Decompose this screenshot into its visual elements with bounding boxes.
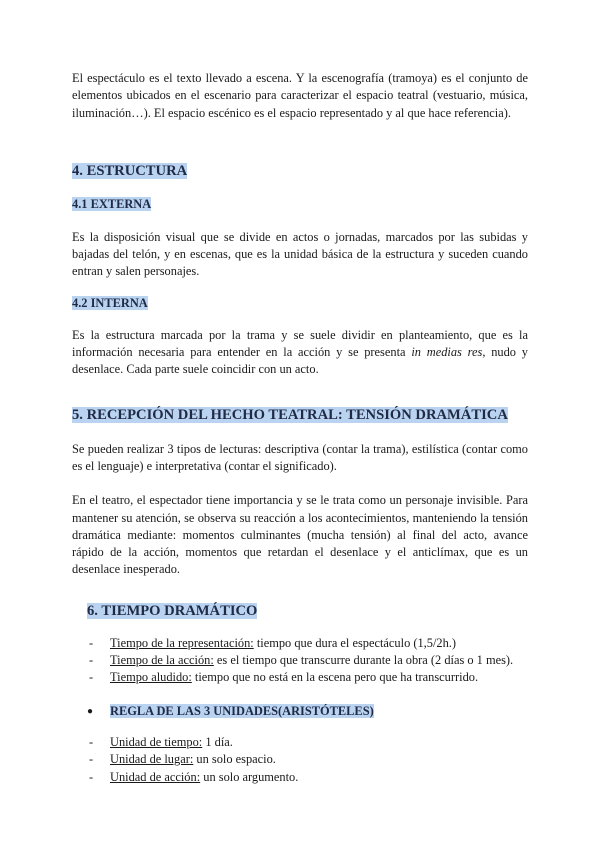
section-4-1-heading: 4.1 EXTERNA: [72, 196, 152, 211]
section-5-heading: 5. RECEPCIÓN DEL HECHO TEATRAL: TENSIÓN DRAMÁTICA: [72, 406, 508, 423]
section-4-heading: 4. ESTRUCTURA: [72, 162, 188, 179]
document-page: [72, 70, 528, 786]
list-item: - Unidad de lugar: un solo espacio.: [72, 751, 528, 768]
list-item: - Tiempo de la acción: es el tiempo que transcurre durante la obra (2 días o 1 mes).: [72, 652, 528, 669]
section-4-2-heading: 4.2 INTERNA: [72, 295, 148, 310]
lecturas-paragraph: Se pueden realizar 3 tipos de lecturas: descriptiva (contar la trama), estilística (contar como es el lenguaje) e interpretativa (contar el significado).: [72, 441, 528, 473]
rule-heading-row: [72, 703, 528, 720]
intro-paragraph: El espectáculo es el texto llevado a escena. Y la escenografía (tramoya) es el conjunto de elementos ubicados en el escenario para caracterizar el espacio teatral (vestuario, música, iluminación…). El espacio escénico es el espacio representado y al que hace referencia).: [72, 71, 528, 120]
list-item: - Tiempo aludido: tiempo que no está en la escena pero que ha transcurrido.: [72, 669, 528, 686]
interna-paragraph: Es la estructura marcada por la trama y se suele dividir en planteamiento, que es la información necesaria para entender en la acción y se presenta in medias res, nudo y desenlace. Cada parte suele coincidir con un acto.: [72, 327, 528, 377]
section-6-heading: 6. TIEMPO DRAMÁTICO: [87, 602, 258, 619]
espectador-paragraph: En el teatro, el espectador tiene importancia y se le trata como un personaje invisible. Para mantener su atención, se observa su reacción a los acontecimientos, manteniendo la tensión dramática mediante: momentos culminantes (mucha tensión) al final del acto, avance rápido de la acción, momentos que retardan el desenlace y el anticlímax, que es un desenlace inesperado.: [72, 493, 528, 577]
rule-heading: REGLA DE LAS 3 UNIDADES(ARISTÓTELES): [110, 703, 374, 718]
list-item: - Tiempo de la representación: tiempo que dura el espectáculo (1,5/2h.): [72, 635, 528, 652]
latin-phrase: in medias res: [411, 345, 483, 360]
list-item: - Unidad de tiempo: 1 día.: [72, 734, 528, 751]
tiempo-list: [72, 635, 528, 687]
bullet-icon: ●: [87, 705, 94, 717]
list-item: - Unidad de acción: un solo argumento.: [72, 769, 528, 786]
externa-paragraph: Es la disposición visual que se divide en actos o jornadas, marcados por las subidas y bajadas del telón, y en escenas, que es la unidad básica de la estructura y suceden cuando entran y salen personajes.: [72, 229, 528, 279]
unidades-list: [72, 734, 528, 786]
